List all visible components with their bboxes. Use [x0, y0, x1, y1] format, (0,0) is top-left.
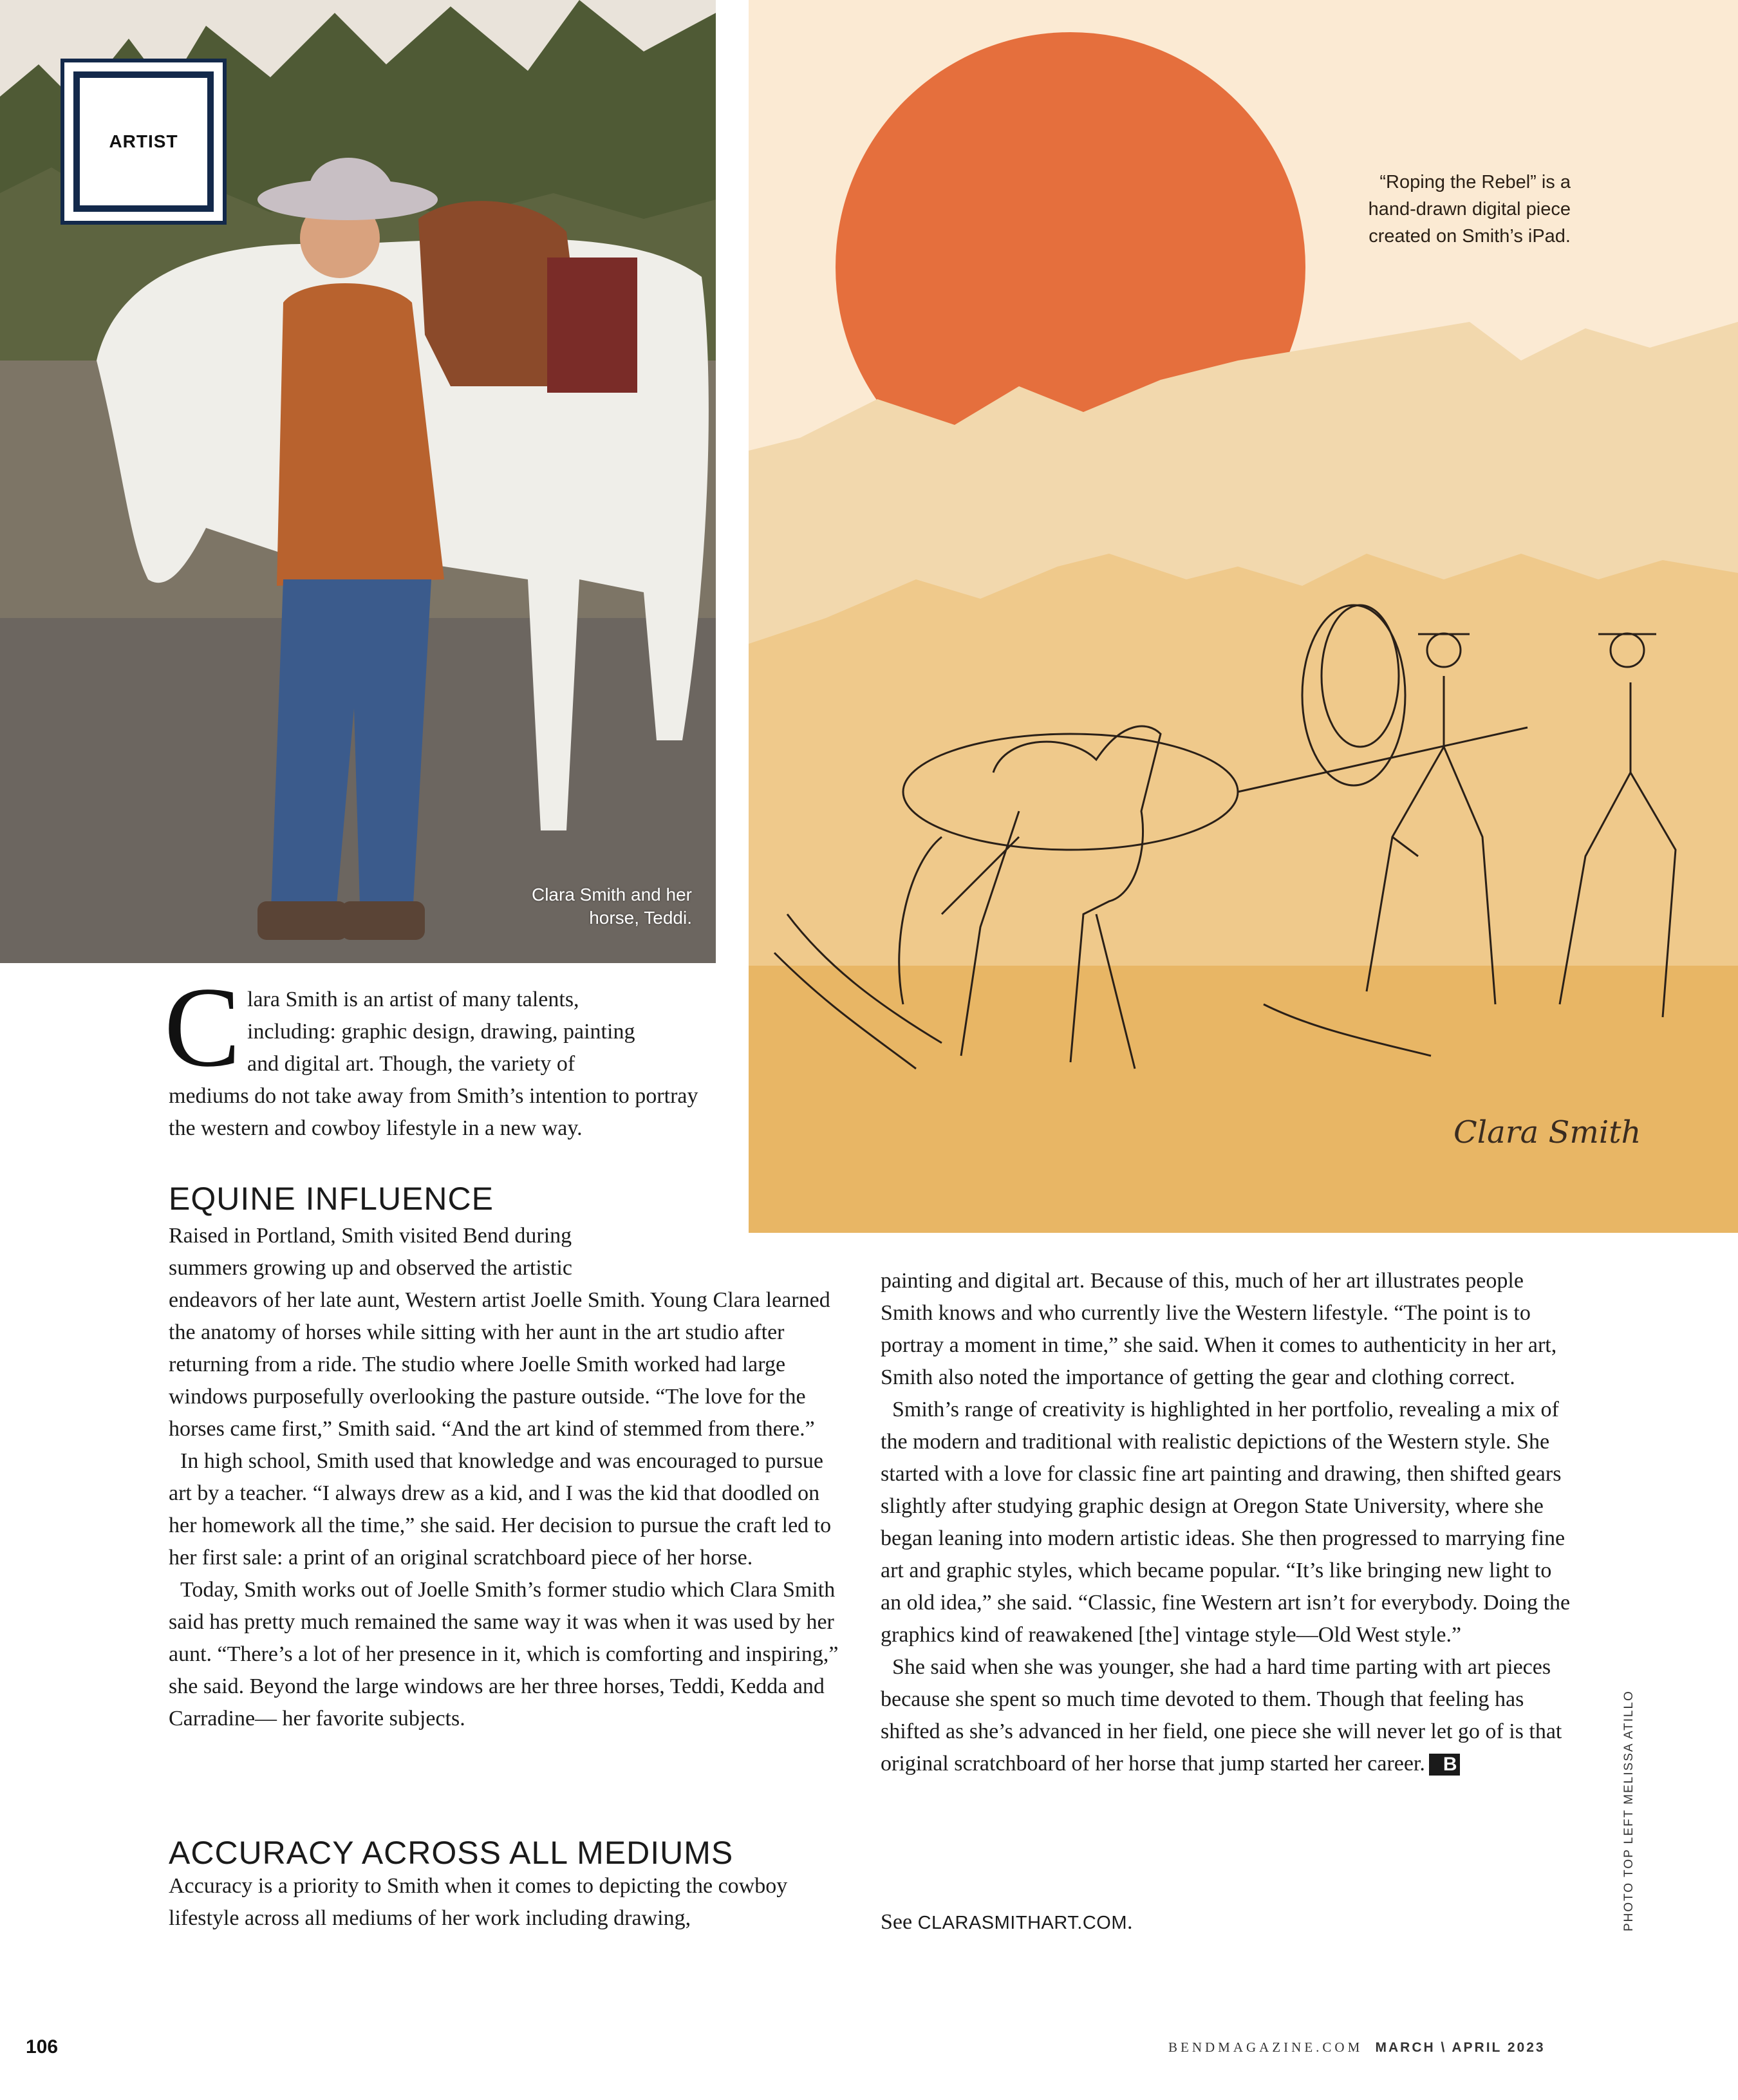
- artwork-caption-line: hand-drawn digital piece: [1368, 199, 1571, 220]
- artwork-illustration: [749, 0, 1738, 1233]
- footer-folio: [1168, 2039, 1546, 2056]
- intro-line: lara Smith is an artist of many talents,: [247, 988, 579, 1011]
- website-reference: [881, 1906, 1132, 1939]
- paragraph: Accuracy is a priority to Smith when it comes to depicting the cowboy lifestyle across all mediums of her work including drawing,: [169, 1874, 788, 1930]
- section-badge: [61, 59, 227, 225]
- intro-line: including: graphic design, drawing, painting: [247, 1020, 635, 1044]
- paragraph: Smith’s range of creativity is highlighted in her portfolio, revealing a mix of the modern and traditional with realistic depictions of the Western style. She started with a love for classic fine art painting and drawing, then shifted gears slightly after studying graphic design at Oregon State University, where she began leaning into modern artistic ideas. She then progressed to marrying fine art and graphic styles, which became popular. “It’s like bringing new light to an old idea,” she said. “Classic, fine Western art isn’t for everybody. Doing the graphics kind of reawakened [the] vintage style—Old West style.”: [881, 1398, 1571, 1647]
- paragraph: endeavors of her late aunt, Western artist Joelle Smith. Young Clara learned the anatomy of horses while sitting with her aunt in the art studio after returning from a ride. The studio where Joelle Smith worked had large windows purposefully overlooking the pasture outside. “The love for the horses came first,” Smith said. “And the art kind of stemmed from there.”: [169, 1288, 830, 1441]
- paragraph: In high school, Smith used that knowledge and was encouraged to pursue art by a teacher. “I always drew as a kid, and I was the kid that doodled on her homework all the time,” she said. Her decision to pursue the craft led to her first sale: a print of an original scratchboard piece of her horse.: [169, 1449, 832, 1570]
- intro-line: and digital art. Though, the variety of: [247, 1052, 575, 1076]
- photo-credit: PHOTO TOP LEFT MELISSA ATILLO: [1622, 1690, 1636, 1931]
- paragraph-line: summers growing up and observed the artistic: [169, 1256, 572, 1280]
- page-number: 106: [26, 2036, 59, 2058]
- paragraph: [881, 1651, 1576, 1780]
- see-label: See: [881, 1910, 913, 1934]
- heading-equine-influence: EQUINE INFLUENCE: [169, 1181, 494, 1217]
- artwork-caption-line: “Roping the Rebel” is a: [1379, 172, 1571, 192]
- paragraph-text: She said when she was younger, she had a hard time parting with art pieces because she spent so much time devoted to them. Though that feeling has shifted as she’s advanced in her field, one piece she will never let go of is that original scratchboard of her horse that jump started her career.: [881, 1655, 1562, 1776]
- intro-paragraph: [169, 984, 729, 1145]
- footer-issue: MARCH \ APRIL 2023: [1375, 2040, 1546, 2055]
- artwork-caption-line: created on Smith’s iPad.: [1369, 226, 1571, 247]
- intro-rest: mediums do not take away from Smith’s intention to portray the western and cowboy lifestyle in a new way.: [169, 1084, 698, 1140]
- photo-caption: [451, 883, 692, 930]
- art-ground: [749, 966, 1738, 1233]
- paragraph-line: Raised in Portland, Smith visited Bend during: [169, 1224, 572, 1248]
- column-1-text: [169, 1220, 851, 1735]
- heading-accuracy: ACCURACY ACROSS ALL MEDIUMS: [169, 1835, 734, 1871]
- footer-site: BENDMAGAZINE.COM: [1168, 2039, 1363, 2055]
- drop-cap: C: [164, 963, 241, 1091]
- photo-caption-line: horse, Teddi.: [589, 908, 692, 928]
- section-badge-label: ARTIST: [109, 131, 178, 151]
- paragraph: painting and digital art. Because of this, much of her art illustrates people Smith knows and who currently live the Western lifestyle. “The point is to portray a moment in time,” she said. When it comes to authenticity in her art, Smith also noted the importance of getting the gear and clothing correct.: [881, 1269, 1557, 1389]
- photo-clara-and-horse: [0, 0, 716, 963]
- column-2-text: [881, 1265, 1576, 1780]
- art-signature: Clara Smith: [1453, 1114, 1641, 1150]
- paragraph: Today, Smith works out of Joelle Smith’s former studio which Clara Smith said has pretty much remained the same way it was when it was used by her aunt. “There’s a lot of her presence in it, which is comforting and inspiring,” she said. Beyond the large windows are her three horses, Teddi, Kedda and Carradine— her favorite subjects.: [169, 1578, 839, 1730]
- website-link[interactable]: CLARASMITHART.COM: [917, 1913, 1127, 1933]
- see-period: .: [1126, 1910, 1133, 1934]
- photo-caption-line: Clara Smith and her: [531, 885, 692, 905]
- artwork-caption: [1326, 169, 1571, 250]
- column-1-bottom-text: [169, 1870, 851, 1935]
- artwork-roping-the-rebel: [749, 0, 1738, 1233]
- end-mark-icon: B: [1429, 1754, 1460, 1776]
